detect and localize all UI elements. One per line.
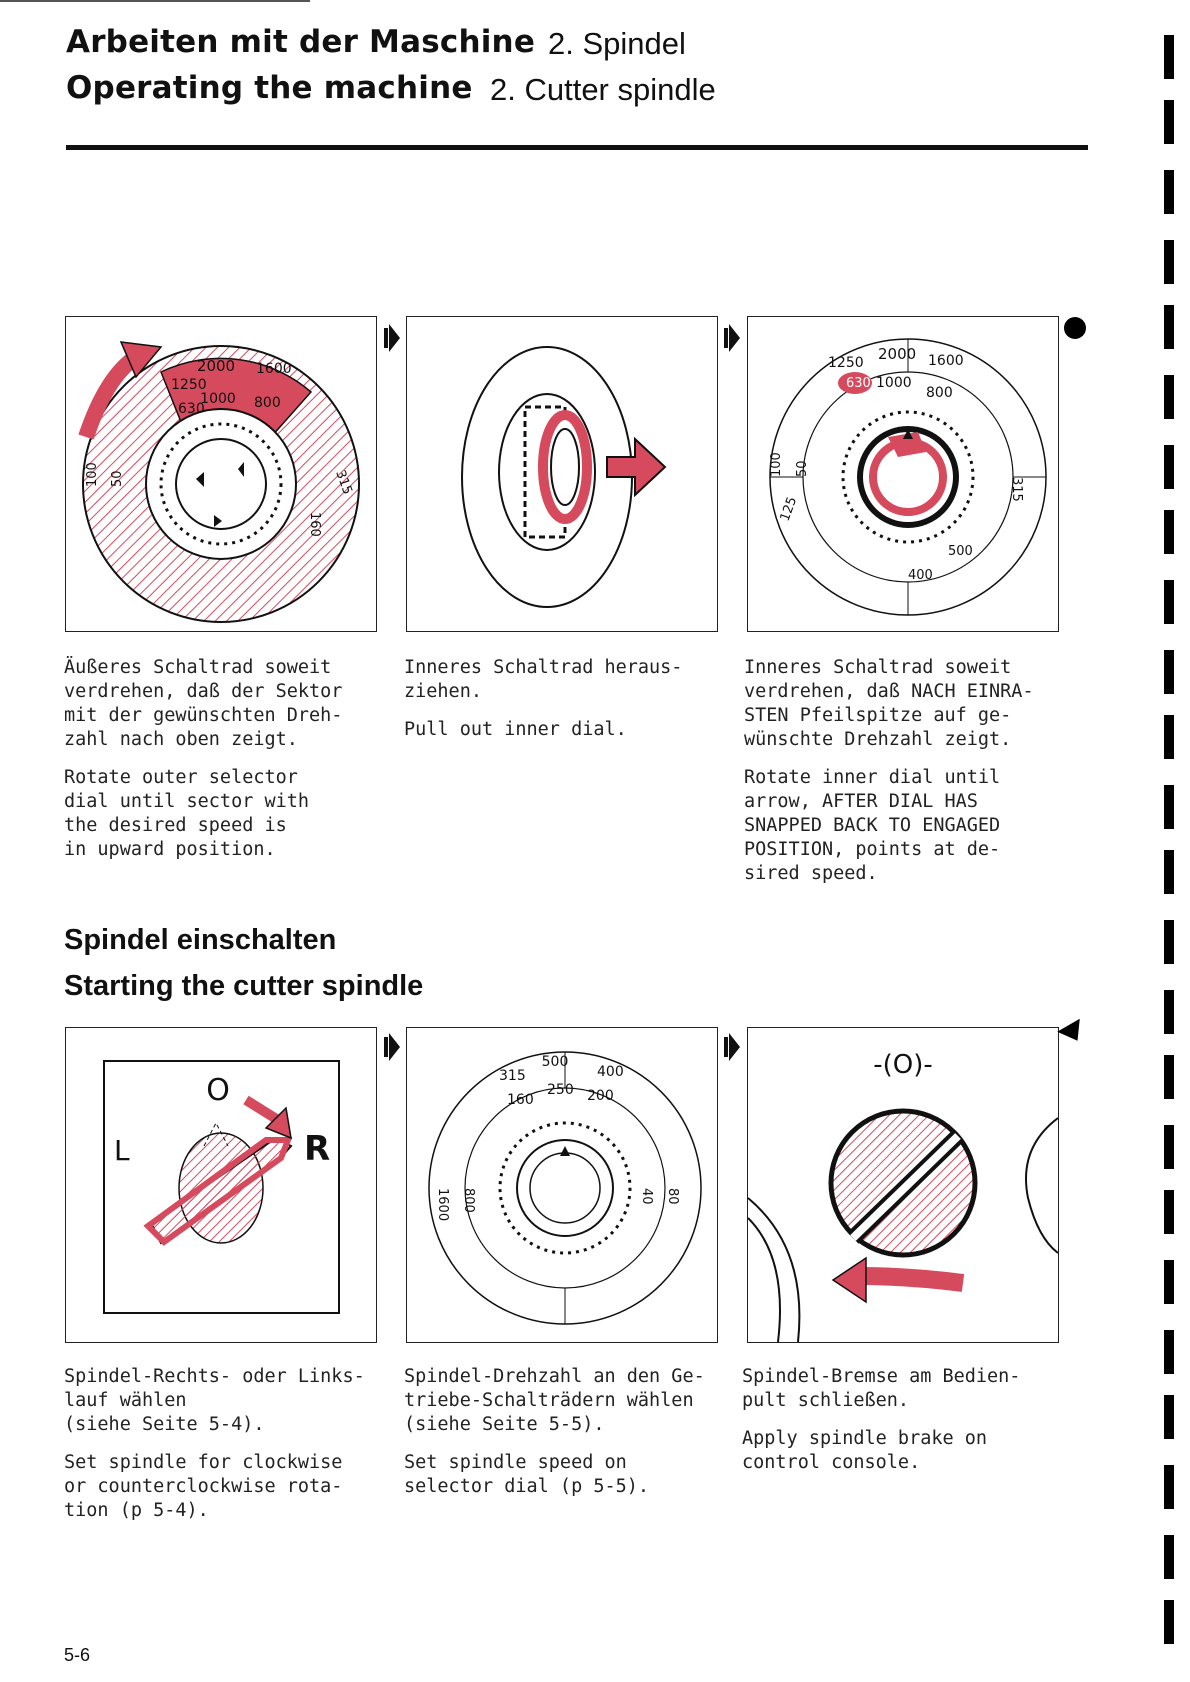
- margin-marker: [1164, 35, 1174, 79]
- dial3-label-50: 50: [795, 460, 810, 477]
- step-arrow-2: [724, 324, 740, 352]
- switch-left-label: L: [114, 1134, 130, 1167]
- step-arrow-3: [384, 1033, 400, 1061]
- figure-direction-switch: [65, 1027, 377, 1343]
- arrow-marker-icon: [1057, 1019, 1089, 1048]
- step6-de: Spindel-Bremse am Bedien- pult schließen.: [742, 1366, 1021, 1411]
- dial3-label-1250: 1250: [828, 355, 864, 371]
- margin-marker: [1164, 1055, 1174, 1099]
- step4-de: Spindel-Rechts- oder Links- lauf wählen (siehe Seite 5-4).: [64, 1366, 365, 1435]
- margin-marker: [1164, 510, 1174, 554]
- sel-label-500: 500: [541, 1054, 569, 1070]
- margin-marker: [1164, 240, 1174, 284]
- margin-marker: [1164, 990, 1174, 1034]
- sel-label-315: 315: [499, 1068, 526, 1084]
- bullet-dot: [1064, 317, 1086, 339]
- margin-marker: [1164, 920, 1174, 964]
- header-title-de: Arbeiten mit der Maschine: [66, 24, 536, 60]
- sel-label-40: 40: [639, 1188, 654, 1205]
- header-subtitle-de: 2. Spindel: [548, 26, 686, 61]
- step3-en: Rotate inner dial until arrow, AFTER DIAL HAS SNAPPED BACK TO ENGAGED POSITION, points at de- sired speed.: [744, 767, 1001, 884]
- step1-en: Rotate outer selector dial until sector with the desired speed is in upward position.: [64, 767, 310, 860]
- step4-en: Set spindle for clockwise or counterclockwise rota- tion (p 5-4).: [64, 1452, 343, 1521]
- step1-de: Äußeres Schaltrad soweit verdrehen, daß der Sektor mit der gewünschten Dreh- zahl nach oben zeigt.: [64, 657, 343, 750]
- section2-title-de: Spindel einschalten: [64, 924, 337, 956]
- sel-label-250: 250: [547, 1082, 574, 1098]
- dial3-label-630: 630: [846, 376, 871, 391]
- margin-marker: [1164, 305, 1174, 349]
- dial3-label-1000: 1000: [876, 375, 912, 391]
- dial-label-1600: 1600: [256, 361, 292, 377]
- sel-label-200: 200: [587, 1088, 614, 1104]
- margin-marker: [1164, 1395, 1174, 1439]
- step2-de: Inneres Schaltrad heraus- ziehen.: [404, 657, 683, 702]
- dial-label-460: 160: [307, 512, 322, 537]
- dial-label-1000: 1000: [200, 391, 236, 407]
- dial3-label-400: 400: [908, 568, 933, 583]
- switch-off-label: O: [206, 1073, 230, 1108]
- margin-marker: [1164, 1330, 1174, 1374]
- sel-label-400: 400: [597, 1064, 624, 1080]
- figure-spindle-brake: [747, 1027, 1059, 1343]
- figure-pull-inner-dial: [406, 316, 718, 632]
- dial-label-50: 50: [110, 470, 125, 487]
- dial3-label-125: 125: [777, 494, 801, 524]
- step3-de: Inneres Schaltrad soweit verdrehen, daß NACH EINRA- STEN Pfeilspitze auf ge- wünschte Drehzahl zeigt.: [744, 657, 1034, 750]
- step5-de: Spindel-Drehzahl an den Ge- triebe-Schalträdern wählen (siehe Seite 5-5).: [404, 1366, 705, 1435]
- header-subtitle-en: 2. Cutter spindle: [490, 72, 716, 107]
- top-edge-line: [0, 0, 310, 2]
- margin-marker: [1164, 580, 1174, 624]
- figure-outer-dial: [65, 316, 377, 632]
- margin-marker: [1164, 785, 1174, 829]
- sel-label-160: 160: [507, 1092, 534, 1108]
- dial3-label-1600: 1600: [928, 353, 964, 369]
- step3-text: [744, 656, 1059, 900]
- dial3-label-500: 500: [948, 544, 973, 559]
- sel-label-80: 80: [665, 1188, 680, 1205]
- step1-text: [64, 656, 379, 876]
- step5-en: Set spindle speed on selector dial (p 5-5).: [404, 1452, 650, 1497]
- margin-marker: [1164, 100, 1174, 144]
- dial-label-2000: 2000: [196, 357, 236, 375]
- dial3-label-315: 315: [1009, 477, 1024, 502]
- step2-en: Pull out inner dial.: [404, 719, 627, 740]
- margin-marker: [1164, 1190, 1174, 1234]
- dial3-label-2000: 2000: [878, 345, 917, 363]
- switch-right-label: R: [304, 1129, 331, 1169]
- dial-label-630: 630: [178, 401, 205, 417]
- margin-marker: [1164, 170, 1174, 214]
- margin-marker: [1164, 715, 1174, 759]
- step4-text: [64, 1365, 379, 1537]
- step5-text: [404, 1365, 719, 1513]
- dial3-label-800: 800: [926, 385, 953, 401]
- header-title-en: Operating the machine: [66, 70, 473, 106]
- margin-marker: [1164, 1465, 1174, 1509]
- step6-text: [742, 1365, 1057, 1489]
- header-rule: [66, 145, 1088, 150]
- margin-marker: [1164, 1535, 1174, 1579]
- margin-marker: [1164, 650, 1174, 694]
- dial-label-100: 100: [85, 462, 100, 487]
- margin-marker: [1164, 1125, 1174, 1169]
- brake-symbol: -(O)-: [873, 1050, 933, 1080]
- step6-en: Apply spindle brake on control console.: [742, 1428, 988, 1473]
- page-number: 5-6: [64, 1645, 91, 1665]
- margin-marker: [1164, 1600, 1174, 1644]
- section2-title-en: Starting the cutter spindle: [64, 970, 424, 1002]
- margin-marker: [1164, 445, 1174, 489]
- dial-label-1250: 1250: [171, 377, 207, 393]
- margin-marker: [1164, 375, 1174, 419]
- step2-text: [404, 656, 719, 756]
- step-arrow-1: [384, 324, 400, 352]
- dial-label-315: 315: [332, 468, 355, 497]
- step-arrow-4: [724, 1033, 740, 1061]
- figure-speed-selector: [406, 1027, 718, 1343]
- sel-label-1600: 1600: [435, 1188, 450, 1222]
- margin-marker: [1164, 850, 1174, 894]
- figure-inner-dial-arrow: [747, 316, 1059, 632]
- dial3-label-100: 100: [769, 452, 784, 477]
- sel-label-800: 800: [461, 1188, 476, 1213]
- margin-marker: [1164, 1260, 1174, 1304]
- dial-label-800: 800: [254, 395, 281, 411]
